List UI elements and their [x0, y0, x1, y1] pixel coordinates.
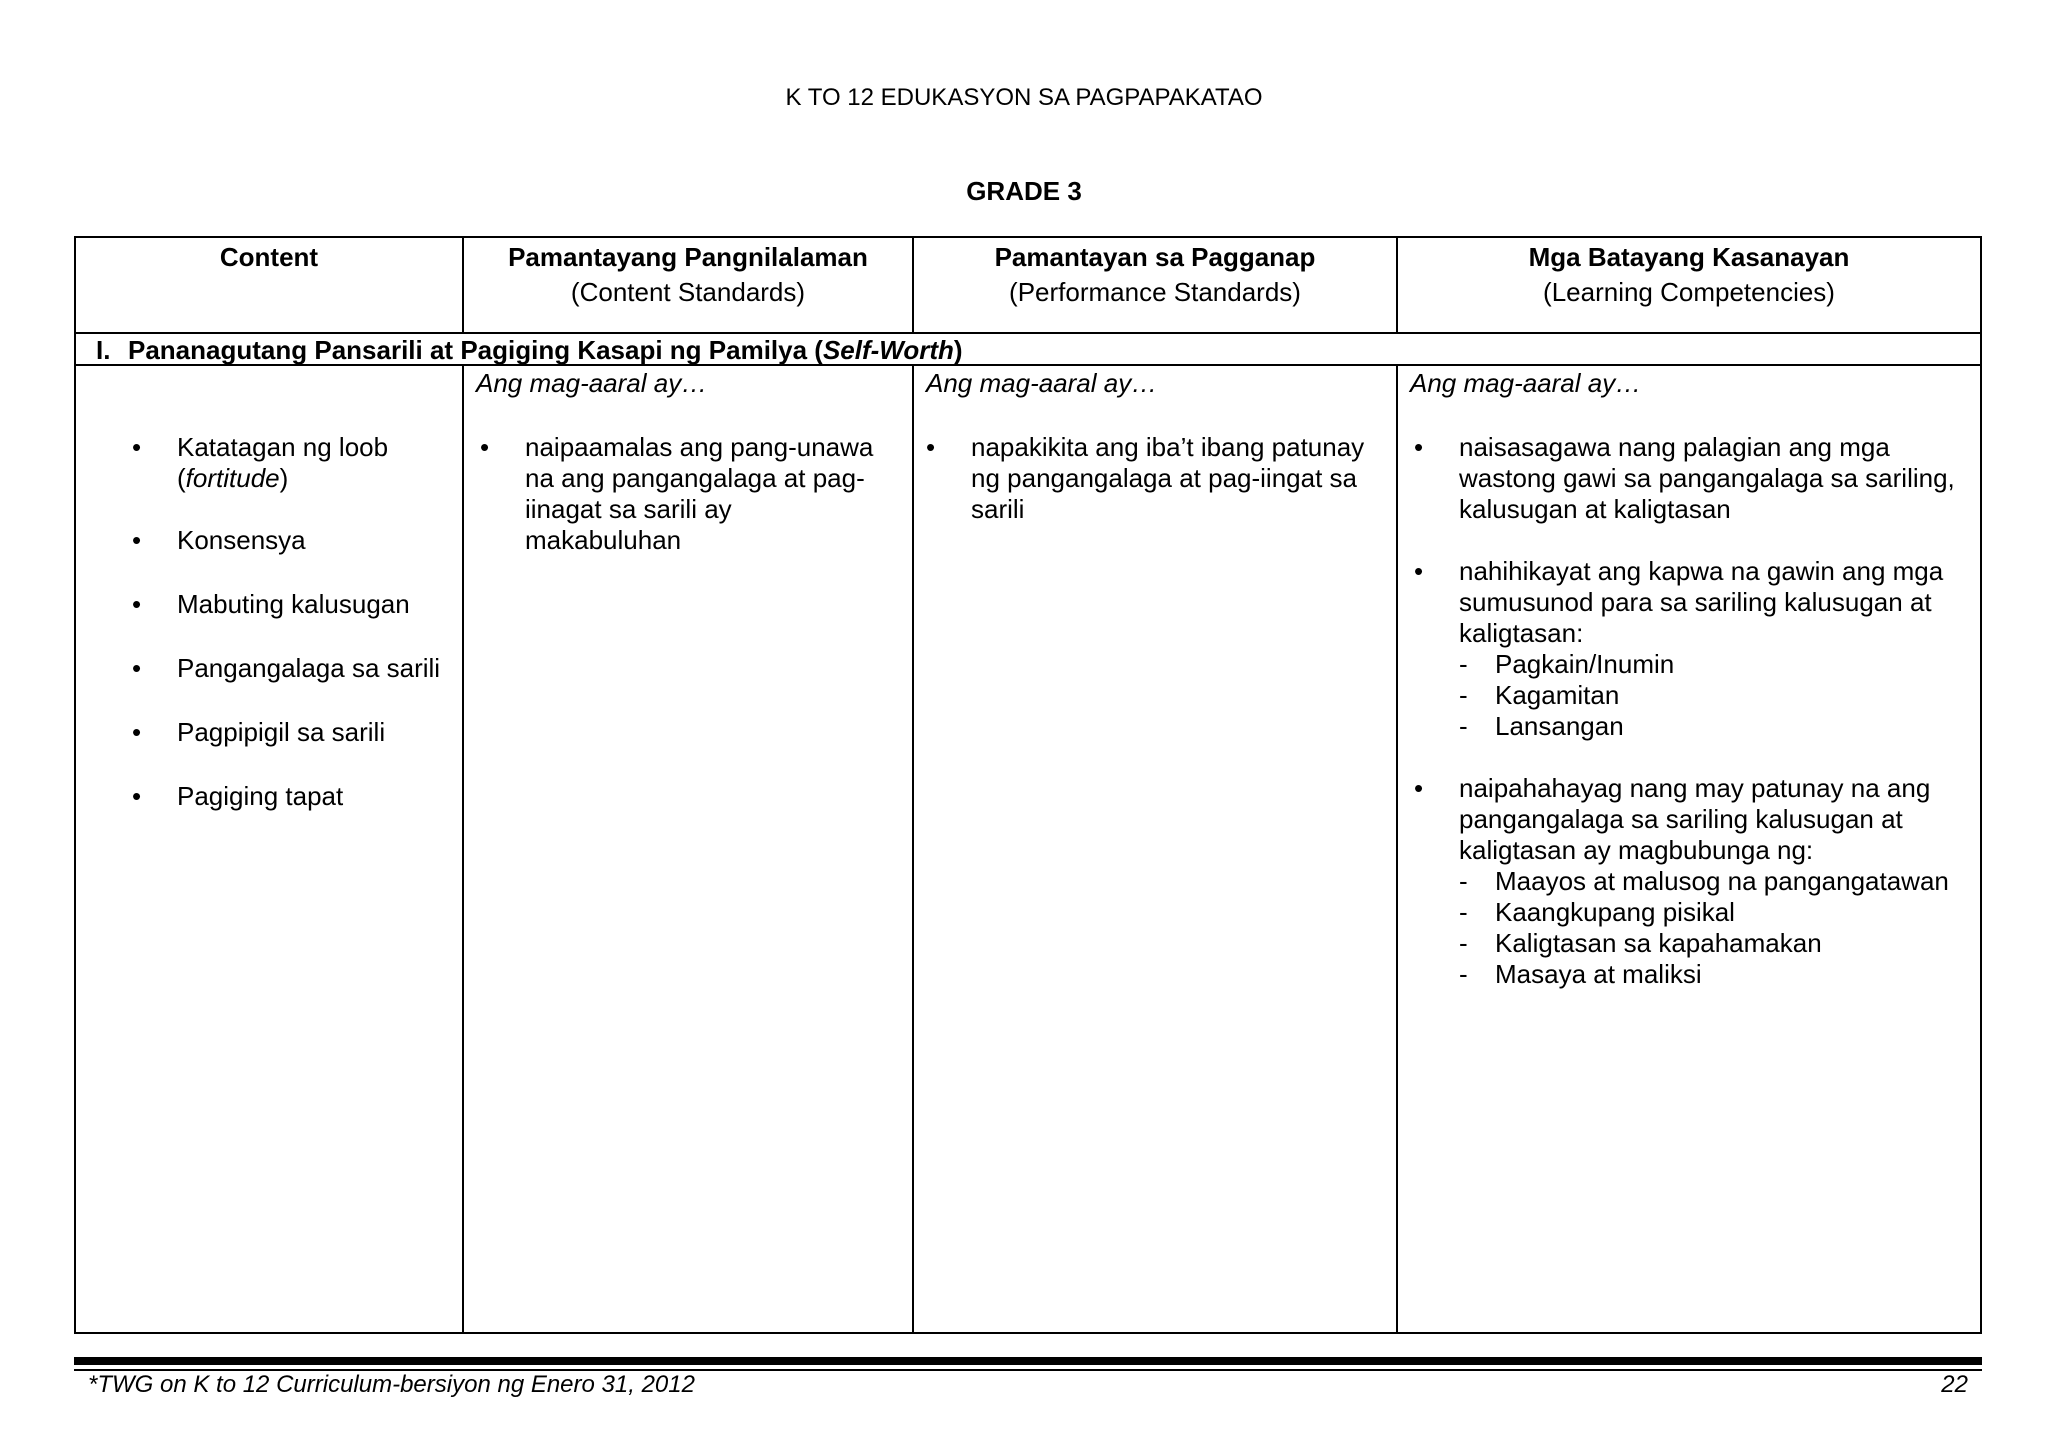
bullet-icon: • [1414, 773, 1424, 803]
sub-item [1459, 959, 1966, 990]
column-divider [912, 238, 914, 1332]
list-item [124, 589, 460, 620]
curriculum-table [74, 236, 1982, 1334]
header-title: Mga Batayang Kasanayan [1528, 242, 1850, 272]
sub-item-text: Pagkain/Inumin [1495, 649, 1675, 679]
competency-text: nahihikayat ang kapwa na gawin ang mga sumusunod para sa sariling kalusugan at kaligtasan: [1459, 556, 1944, 648]
header-content [76, 238, 462, 275]
content-item-text: Pagpipigil sa sarili [177, 717, 386, 747]
competencies-list [1406, 432, 1966, 990]
header-title: Pamantayang Pangnilalaman [508, 242, 868, 272]
bullet-icon: • [132, 589, 142, 619]
dash-icon: - [1459, 959, 1468, 989]
bullet-icon: • [132, 525, 142, 555]
sub-item-text: Masaya at maliksi [1495, 959, 1702, 989]
list-item [124, 525, 460, 556]
header-subtitle: (Learning Competencies) [1543, 277, 1835, 307]
sub-item-text: Kaangkupang pisikal [1495, 897, 1735, 927]
content-item-text: Pangangalaga sa sarili [177, 653, 441, 683]
column-divider [462, 238, 464, 1332]
lead-performance-standards: Ang mag-aaral ay… [926, 368, 1158, 398]
content-standards-list [472, 432, 882, 556]
list-item [124, 653, 460, 684]
lead-competencies: Ang mag-aaral ay… [1410, 368, 1642, 398]
content-list [124, 432, 460, 812]
bullet-icon: • [132, 717, 142, 747]
competency-text: naipahahayag nang may patunay na ang pangangalaga sa sariling kalusugan at kaligtasan ay magbubunga ng: [1459, 773, 1931, 865]
list-item [918, 432, 1372, 525]
list-item [472, 432, 882, 556]
sub-item-text: Maayos at malusog na pangangatawan [1495, 866, 1949, 896]
bullet-icon: • [132, 781, 142, 811]
dash-icon: - [1459, 649, 1468, 679]
content-item-text: Katatagan ng loob [177, 432, 389, 462]
section-number: I. [96, 335, 111, 365]
competency-sublist [1459, 649, 1966, 742]
content-item-text: Mabuting kalusugan [177, 589, 410, 619]
competency-text: naisasagawa nang palagian ang mga wastong gawi sa pangangalaga sa sariling, kalusugan at kaligtasan [1459, 432, 1955, 524]
list-item [1406, 432, 1966, 525]
list-item [124, 717, 460, 748]
content-item-paren: ) [279, 463, 289, 493]
header-subtitle: (Content Standards) [570, 277, 806, 307]
list-item [1406, 556, 1966, 742]
content-item-paren: ( [177, 463, 186, 493]
page-number: 22 [1941, 1371, 1968, 1398]
section-title [96, 335, 963, 365]
bullet-icon: • [132, 432, 142, 462]
column-divider [1396, 238, 1398, 1332]
section-title-text: Pananagutang Pansarili at Pagiging Kasapi ng Pamilya ( [128, 335, 823, 365]
lead-content-standards: Ang mag-aaral ay… [476, 368, 708, 398]
sub-item [1459, 866, 1966, 897]
content-item-text: Pagiging tapat [177, 781, 344, 811]
dash-icon: - [1459, 680, 1468, 710]
header-title: Pamantayan sa Pagganap [994, 242, 1316, 272]
sub-item [1459, 649, 1966, 680]
header-learning-competencies [1398, 238, 1980, 310]
header-subtitle: (Performance Standards) [1009, 277, 1301, 307]
sub-item-text: Kagamitan [1495, 680, 1620, 710]
dash-icon: - [1459, 711, 1468, 741]
document-title: K TO 12 EDUKASYON SA PAGPAPAKATAO [785, 84, 1263, 111]
competency-sublist [1459, 866, 1966, 990]
header-performance-standards [914, 238, 1396, 310]
footer-rule-thick [74, 1357, 1982, 1365]
list-item [124, 432, 460, 494]
grade-heading: GRADE 3 [966, 176, 1082, 206]
section-title-end: ) [953, 335, 963, 365]
standard-text: naipaamalas ang pang-unawa na ang pangangalaga at pag-iinagat sa sarili ay makabuluhan [525, 432, 874, 555]
header-content-standards [464, 238, 912, 310]
sub-item [1459, 680, 1966, 711]
dash-icon: - [1459, 928, 1468, 958]
content-item-text: Konsensya [177, 525, 306, 555]
standard-text: napakikita ang iba’t ibang patunay ng pangangalaga at pag-iingat sa sarili [971, 432, 1365, 524]
bullet-icon: • [132, 653, 142, 683]
list-item [124, 781, 460, 812]
bullet-icon: • [1414, 432, 1424, 462]
sub-item-text: Kaligtasan sa kapahamakan [1495, 928, 1822, 958]
list-item [1406, 773, 1966, 990]
header-title: Content [219, 242, 319, 272]
dash-icon: - [1459, 866, 1468, 896]
bullet-icon: • [926, 432, 936, 462]
sub-item [1459, 897, 1966, 928]
footer-note: *TWG on K to 12 Curriculum-bersiyon ng Enero 31, 2012 [88, 1371, 695, 1398]
sub-item-text: Lansangan [1495, 711, 1624, 741]
dash-icon: - [1459, 897, 1468, 927]
sub-item [1459, 711, 1966, 742]
sub-item [1459, 928, 1966, 959]
content-item-italic: fortitude [185, 463, 280, 493]
performance-standards-list [918, 432, 1372, 525]
bullet-icon: • [1414, 556, 1424, 586]
section-title-italic: Self-Worth [822, 335, 954, 365]
bullet-icon: • [480, 432, 490, 462]
